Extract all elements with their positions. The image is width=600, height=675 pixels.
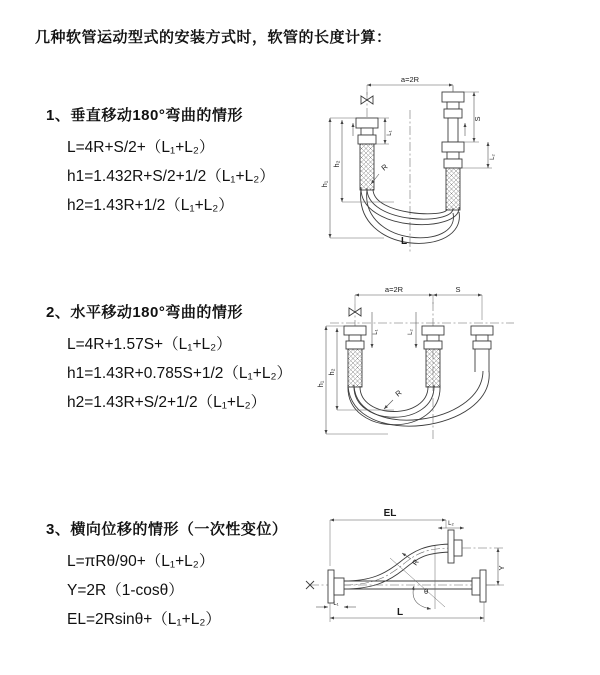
right-hose-fitting [442, 92, 464, 210]
middle-hose-fitting [422, 326, 444, 387]
dim-label-h1: h₁ [316, 380, 325, 388]
left-hose-fitting [344, 326, 366, 387]
moved-hose-curves [348, 371, 489, 426]
dim-label-radius: R [410, 557, 421, 568]
diagram-lateral-displacement [296, 502, 600, 650]
dim-label-length: L [396, 607, 404, 618]
dim-label-l1: L₁ [333, 601, 339, 607]
braided-hose-section [426, 349, 440, 387]
dim-label-l1: L₁ [387, 130, 393, 136]
dim-label-radius: R [393, 388, 404, 399]
top-flange [448, 530, 504, 563]
section-1-heading: 1、垂直移动180°弯曲的情形 [46, 107, 243, 124]
dim-label-y: Y [497, 565, 506, 571]
dim-label-l1: L₁ [373, 329, 379, 335]
dim-label-l2: L₂ [408, 329, 414, 335]
formula-length: L=πRθ/90+（L₁+L₂） [67, 553, 215, 570]
formula-h2: h2=1.43R+S/2+1/2（L₁+L₂） [67, 394, 267, 411]
formula-el: EL=2Rsinθ+（L₁+L₂） [67, 611, 221, 628]
braided-hose-section [348, 349, 362, 387]
right-hose-fitting [471, 326, 493, 372]
diagram-horizontal-180-bend [308, 282, 600, 464]
braided-hose-section [446, 168, 460, 210]
left-flange [328, 570, 344, 603]
diagram-vertical-180-bend [312, 72, 600, 264]
dim-label-s: S [473, 116, 482, 122]
section-3-heading: 3、横向位移的情形（一次性变位） [46, 521, 288, 538]
dim-label-h2: h₂ [327, 368, 336, 376]
dim-label-a2r: a=2R [384, 285, 404, 294]
section-2-heading: 2、水平移动180°弯曲的情形 [46, 304, 243, 321]
dim-label-theta: θ [424, 587, 429, 596]
formula-h1: h1=1.432R+S/2+1/2（L₁+L₂） [67, 168, 275, 185]
formula-h2: h2=1.43R+1/2（L₁+L₂） [67, 197, 234, 214]
dim-label-l2: L₂ [448, 521, 454, 527]
section-lateral-displacement [46, 518, 287, 634]
formula-length: L=4R+S/2+（L₁+L₂） [67, 139, 215, 156]
dim-label-h1: h₁ [320, 180, 329, 188]
section-vertical-movement [46, 104, 275, 220]
right-flange [472, 570, 486, 602]
formula-h1: h1=1.43R+0.785S+1/2（L₁+L₂） [67, 365, 292, 382]
section-horizontal-movement [46, 301, 292, 417]
dim-label-s: S [455, 285, 461, 294]
page-title: 几种软管运动型式的安装方式时，软管的长度计算： [35, 29, 392, 46]
formula-length: L=4R+1.57S+（L₁+L₂） [67, 336, 232, 353]
dim-label-length: L [400, 236, 408, 247]
angle-construction [390, 546, 445, 609]
dim-label-h2: h₂ [332, 160, 341, 168]
dim-label-a2r: a=2R [400, 75, 420, 84]
formula-y: Y=2R（1-cosθ） [67, 582, 184, 599]
dim-label-el: EL [383, 508, 397, 519]
dim-label-radius: R [379, 162, 390, 173]
dim-label-l2: L₂ [490, 154, 496, 160]
